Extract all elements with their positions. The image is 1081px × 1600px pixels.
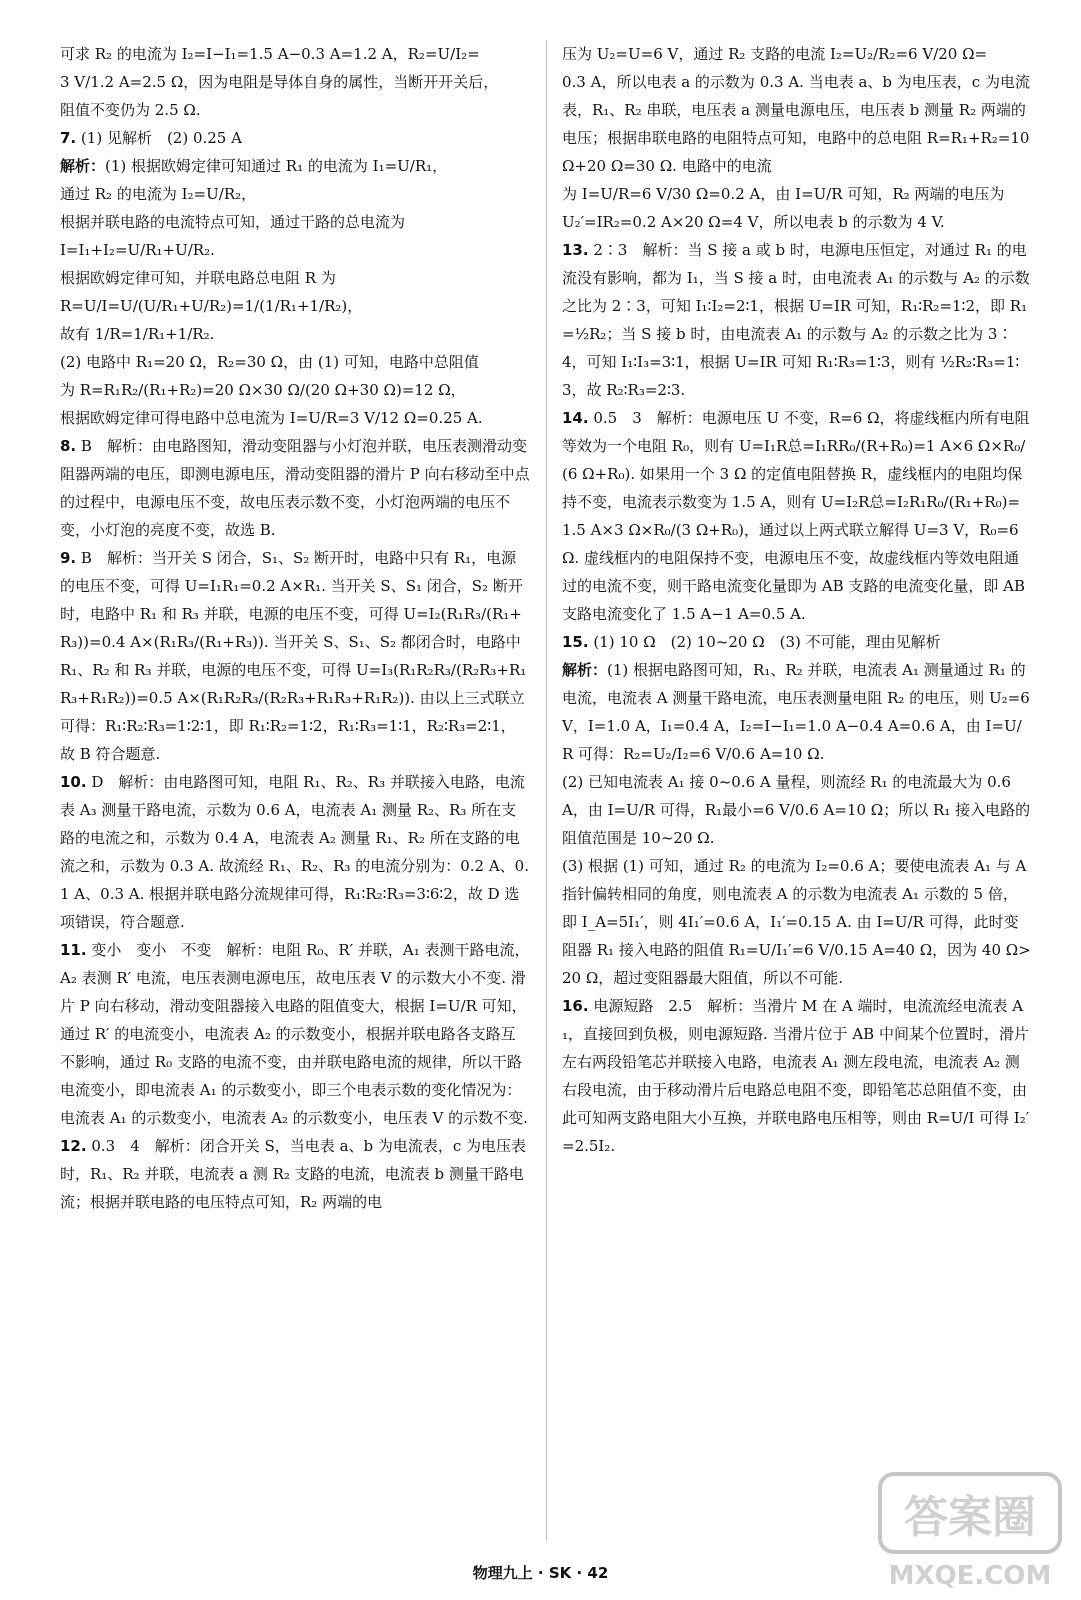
question-9: 9. B 解析：当开关 S 闭合，S₁、S₂ 断开时，电路中只有 R₁，电源的电压不变，可得 U=I₁R₁=0.2 A×R₁. 当开关 S、S₁ 闭合，S₂ 断开时，电路中 R₁ 和 R₃ 并联，电源的电压不变，可得 U=I₂(R₁R₃/(R₁+R₃))=0.4 A×(R₁R₃/(R₁+R₃)). 当开关 S、S₁、S₂ 都闭合时，电路中 R₁、R₂ 和 R₃ 并联，电源的电压不变，可得 U=I₃(R₁R₂R₃/(R₂R₃+R₁R₃+R₁R₂))=0.5 A×(R₁R₂R₃/(R₂R₃+R₁R₃+R₁R₂)). 由以上三式联立可得：R₁∶R₂∶R₃=1∶2∶1，即 R₁∶R₂=1∶2，R₁∶R₃=1∶1，R₂∶R₃=2∶1，故 B 符合题意. [60,549,527,763]
text-line: 通过 R₂ 的电流为 I₂=U/R₂， [60,185,257,203]
watermark-text: 答案圈 [904,1492,1036,1543]
left-column [60,40,530,1216]
question-14: 14. 0.5 3 解析：电源电压 U 不变，R=6 Ω，将虚线框内所有电阻等效为一个电阻 R₀，则有 U=I₁R总=I₁RR₀/(R+R₀)=1 A×6 Ω×R₀/(6 Ω+R₀). 如果用一个 3 Ω 的定值电阻替换 R，虚线框内的电阻均保持不变，电流表示数变为 1.5 A，则有 U=I₂R总=I₂R₁R₀/(R₁+R₀)=1.5 A×3 Ω×R₀/(3 Ω+R₀)，通过以上两式联立解得 U=3 V，R₀=6 Ω. 虚线框内的电阻保持不变，电源电压不变，故虚线框内等效电阻通过的电流不变，则干路电流变化量即为 AB 支路的电流变化量，即 AB 支路电流变化了 1.5 A−1 A=0.5 A. [562,409,1030,623]
text-line: 根据欧姆定律可知，并联电路总电阻 R 为 [60,269,336,287]
question-13: 13. 2∶3 解析：当 S 接 a 或 b 时，电源电压恒定，对通过 R₁ 的电流没有影响，都为 I₁，当 S 接 a 时，由电流表 A₁ 的示数与 A₂ 的示数之比为 2∶3，可知 I₁∶I₂=2∶1，根据 U=IR 可知，R₁∶R₂=1∶2，即 R₁=½R₂；当 S 接 b 时，由电流表 A₁ 的示数与 A₂ 的示数之比为 3∶4，可知 I₁∶I₃=3∶1，根据 U=IR 可知 R₁∶R₃=1∶3，则有 ½R₂∶R₃=1∶3，故 R₂∶R₃=2∶3. [562,241,1030,399]
formula-line: I=I₁+I₂=U/R₁+U/R₂. [60,241,215,259]
formula-line: 为 I=U/R=6 V/30 Ω=0.2 A，由 I=U/R 可知，R₂ 两端的电压为 [562,185,1005,203]
text-line: 可求 R₂ 的电流为 I₂=I−I₁=1.5 A−0.3 A=1.2 A，R₂=U/I₂= [60,45,480,63]
question-10: 10. D 解析：由电路图可知，电阻 R₁、R₂、R₃ 并联接入电路，电流表 A₃ 测量干路电流，示数为 0.6 A，电流表 A₁ 测量 R₂、R₃ 所在支路的电流之和，示数为 0.4 A，电流表 A₂ 测量 R₁、R₂ 所在支路的电流之和，示数为 0.3 A. 故流经 R₁、R₂、R₃ 的电流分别为：0.2 A、0.1 A、0.3 A. 根据并联电路分流规律可得，R₁∶R₂∶R₃=3∶6∶2，故 D 选项错误，符合题意. [60,773,529,931]
watermark-url: MXQE.COM [888,1561,1052,1591]
column-divider [546,40,547,1540]
formula-line: 故有 1/R=1/R₁+1/R₂. [60,325,215,343]
text-line: 根据并联电路的电流特点可知，通过干路的总电流为 [60,213,406,231]
question-12: 12. 0.3 4 解析：闭合开关 S，当电表 a、b 为电流表，c 为电压表时，R₁、R₂ 并联，电流表 a 测 R₂ 支路的电流，电流表 b 测量干路电流；根据并联电路的电压特点可知，R₂ 两端的电 [60,1137,527,1211]
formula-line: 根据欧姆定律可得电路中总电流为 I=U/R=3 V/12 Ω=0.25 A. [60,409,483,427]
text-line: 0.3 A，所以电表 a 的示数为 0.3 A. 当电表 a、b 为电压表，c 为电流表，R₁、R₂ 串联，电压表 a 测量电源电压，电压表 b 测量 R₂ 两端的电压；根据串联电路的电阻特点可知，电路中的总电阻 R=R₁+R₂=10 Ω+20 Ω=30 Ω. 电路中的电流 [562,73,1030,175]
text-line: (3) 根据 (1) 可知，通过 R₂ 的电流为 I₂=0.6 A；要使电流表 A₁ 与 A 指针偏转相同的角度，则电流表 A 的示数为电流表 A₁ 示数的 5 倍，即 I_A=5I₁′，则 4I₁′=0.6 A，I₁′=0.15 A. 由 I=U/R 可得，此时变阻器 R₁ 接入电路的阻值 R₁=U/I₁′=6 V/0.15 A=40 Ω，因为 40 Ω>20 Ω，超过变阻器最大阻值，所以不可能. [562,857,1031,987]
watermark-logo-icon [870,1468,1070,1594]
right-column [562,40,1032,1160]
formula-line: R=U/I=U/(U/R₁+U/R₂)=1/(1/R₁+1/R₂)， [60,297,363,315]
text-line: 3 V/1.2 A=2.5 Ω，因为电阻是导体自身的属性，当断开开关后， [60,73,499,91]
explanation-line: 解析：(1) 根据欧姆定律可知通过 R₁ 的电流为 I₁=U/R₁， [60,157,448,175]
explanation-line: 解析：(1) 根据电路图可知，R₁、R₂ 并联，电流表 A₁ 测量通过 R₁ 的电流，电流表 A 测量干路电流，电压表测量电阻 R₂ 的电压，则 U₂=6 V，I=1.0 A，I₁=0.4 A，I₂=I−I₁=1.0 A−0.4 A=0.6 A，由 I=U/R 可得：R₂=U₂/I₂=6 V/0.6 A=10 Ω. [562,661,1030,763]
formula-line: U₂′=IR₂=0.2 A×20 Ω=4 V，所以电表 b 的示数为 4 V. [562,213,945,231]
text-line: (2) 已知电流表 A₁ 接 0~0.6 A 量程，则流经 R₁ 的电流最大为 0.6 A，由 I=U/R 可得，R₁最小=6 V/0.6 A=10 Ω；所以 R₁ 接入电路的阻值范围是 10~20 Ω. [562,773,1031,847]
question-8: 8. B 解析：由电路图知，滑动变阻器与小灯泡并联，电压表测滑动变阻器两端的电压，即测电源电压，滑动变阻器的滑片 P 向右移动至中点的过程中，电源电压不变，故电压表示数不变，小灯泡两端的电压不变，小灯泡的亮度不变，故选 B. [60,437,530,539]
formula-line: 为 R=R₁R₂/(R₁+R₂)=20 Ω×30 Ω/(20 Ω+30 Ω)=12 Ω， [60,381,466,399]
question-7: 7. (1) 见解析 (2) 0.25 A [60,129,242,147]
text-line: 压为 U₂=U=6 V，通过 R₂ 支路的电流 I₂=U₂/R₂=6 V/20 Ω= [562,45,988,63]
question-16: 16. 电源短路 2.5 解析：当滑片 M 在 A 端时，电流流经电流表 A₁，直接回到负极，则电源短路. 当滑片位于 AB 中间某个位置时，滑片左右两段铅笔芯并联接入电路，电流表 A₁ 测左段电流，电流表 A₂ 测右段电流，由于移动滑片后电路总电阻不变，即铅笔芯总阻值不变，由此可知两支路电阻大小互换，并联电路电压相等，则由 R=U/I 可得 I₂′=2.5I₂. [562,997,1030,1155]
question-15: 15. (1) 10 Ω (2) 10~20 Ω (3) 不可能，理由见解析 [562,633,941,651]
question-11: 11. 变小 变小 不变 解析：电阻 R₀、R′ 并联，A₁ 表测干路电流，A₂ 表测 R′ 电流，电压表测电源电压，故电压表 V 的示数大小不变. 滑片 P 向右移动，滑动变阻器接入电路的阻值变大，根据 I=U/R 可知，通过 R′ 的电流变小，电流表 A₂ 的示数变小，根据并联电路各支路互不影响，通过 R₀ 支路的电流不变，由并联电路电流的规律，所以干路电流变小，即电流表 A₁ 的示数变小，即三个电表示数的变化情况为：电流表 A₁ 的示数变小，电流表 A₂ 的示数变小，电压表 V 的示数不变. [60,941,530,1127]
page-footer: 物理九上 · SK · 42 [472,1564,609,1582]
text-line: 阻值不变仍为 2.5 Ω. [60,101,201,119]
text-line: (2) 电路中 R₁=20 Ω，R₂=30 Ω，由 (1) 可知，电路中总阻值 [60,353,479,371]
